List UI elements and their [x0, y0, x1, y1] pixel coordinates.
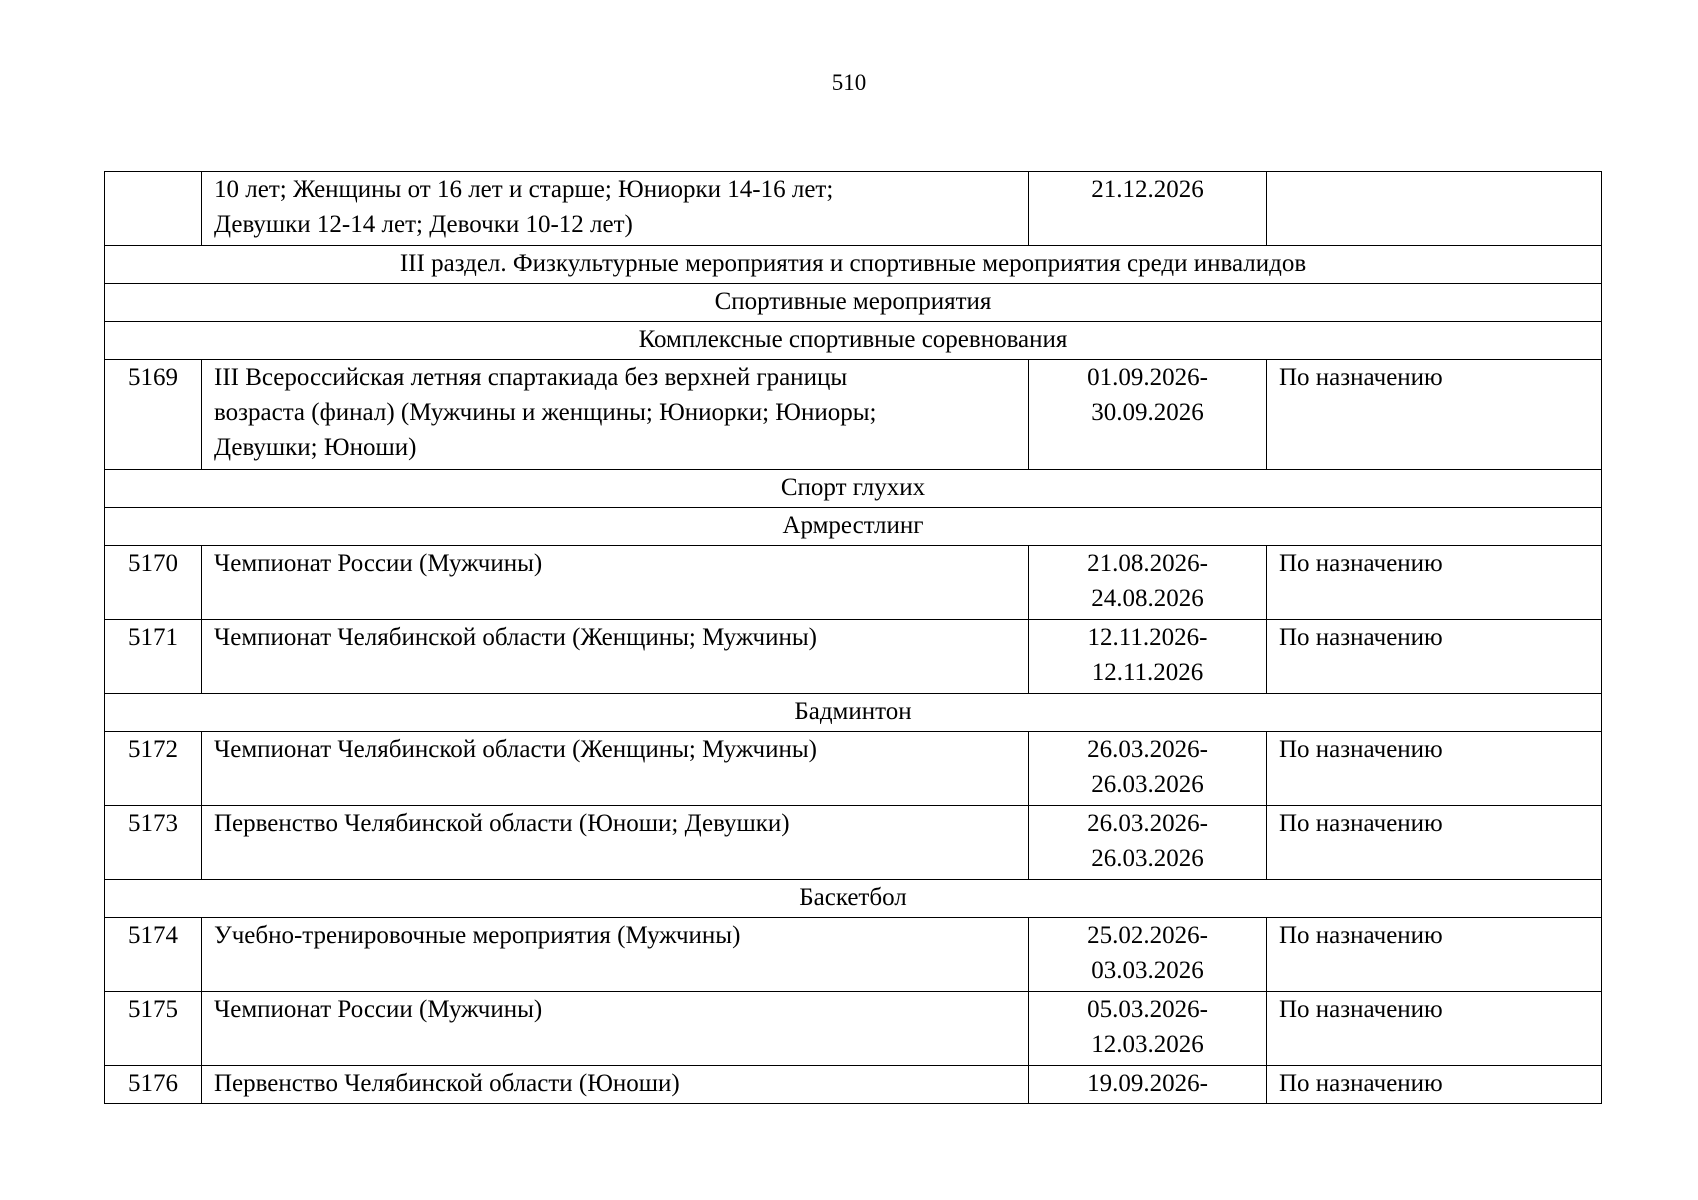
event-number: 5174 [105, 918, 202, 992]
event-name [202, 620, 1029, 694]
event-date-line: 21.12.2026 [1091, 176, 1204, 203]
event-name-line: Учебно-тренировочные мероприятия (Мужчины) [214, 922, 741, 949]
event-dates [1029, 360, 1267, 470]
event-dates [1029, 806, 1267, 880]
event-date-line: 30.09.2026 [1091, 399, 1204, 426]
event-number: 5171 [105, 620, 202, 694]
section-row [105, 694, 1602, 732]
event-dates [1029, 918, 1267, 992]
event-number [105, 172, 202, 246]
event-place: По назначению [1267, 992, 1602, 1066]
event-date-line: 26.03.2026 [1091, 845, 1204, 872]
event-name-line: Девушки 12-14 лет; Девочки 10-12 лет) [214, 211, 633, 238]
event-date-line: 12.11.2026- [1087, 624, 1208, 651]
event-date-line: 21.08.2026- [1087, 550, 1208, 577]
event-name-line: Первенство Челябинской области (Юноши) [214, 1070, 680, 1097]
section-title: Комплексные спортивные соревнования [105, 322, 1602, 360]
event-date-line: 05.03.2026- [1087, 996, 1208, 1023]
event-name [202, 360, 1029, 470]
event-date-line: 12.03.2026 [1091, 1031, 1204, 1058]
table-row [105, 360, 1602, 470]
section-row [105, 246, 1602, 284]
event-name [202, 918, 1029, 992]
section-title: Спортивные мероприятия [105, 284, 1602, 322]
event-number: 5172 [105, 732, 202, 806]
event-name-line: III Всероссийская летняя спартакиада без верхней границы [214, 364, 848, 391]
event-name [202, 992, 1029, 1066]
event-name-line: Чемпионат России (Мужчины) [214, 550, 543, 577]
event-place: По назначению [1267, 546, 1602, 620]
event-name-line: возраста (финал) (Мужчины и женщины; Юниорки; Юниоры; [214, 399, 877, 426]
section-row [105, 470, 1602, 508]
table-row [105, 918, 1602, 992]
event-place: По назначению [1267, 360, 1602, 470]
event-place: По назначению [1267, 806, 1602, 880]
event-date-line: 25.02.2026- [1087, 922, 1208, 949]
event-name-line: 10 лет; Женщины от 16 лет и старше; Юниорки 14-16 лет; [214, 176, 834, 203]
event-name-line: Первенство Челябинской области (Юноши; Девушки) [214, 810, 790, 837]
event-number: 5169 [105, 360, 202, 470]
section-title: Армрестлинг [105, 508, 1602, 546]
event-date-line: 01.09.2026- [1087, 364, 1208, 391]
event-name [202, 806, 1029, 880]
event-date-line: 26.03.2026- [1087, 736, 1208, 763]
event-place: По назначению [1267, 620, 1602, 694]
section-row [105, 322, 1602, 360]
event-date-line: 03.03.2026 [1091, 957, 1204, 984]
section-title: III раздел. Физкультурные мероприятия и спортивные мероприятия среди инвалидов [105, 246, 1602, 284]
event-name [202, 172, 1029, 246]
event-place: По назначению [1267, 732, 1602, 806]
event-date-line: 19.09.2026- [1087, 1070, 1208, 1097]
event-number: 5173 [105, 806, 202, 880]
table-row [105, 732, 1602, 806]
event-number: 5170 [105, 546, 202, 620]
section-title: Бадминтон [105, 694, 1602, 732]
event-name-line: Девушки; Юноши) [214, 434, 417, 461]
event-dates [1029, 546, 1267, 620]
table-row [105, 546, 1602, 620]
section-row [105, 284, 1602, 322]
event-date-line: 26.03.2026 [1091, 771, 1204, 798]
section-row [105, 880, 1602, 918]
event-dates [1029, 620, 1267, 694]
table-row [105, 172, 1602, 246]
event-number: 5175 [105, 992, 202, 1066]
event-place: По назначению [1267, 918, 1602, 992]
section-title: Баскетбол [105, 880, 1602, 918]
event-name-line: Чемпионат Челябинской области (Женщины; Мужчины) [214, 736, 817, 763]
event-dates [1029, 992, 1267, 1066]
events-table [104, 171, 1602, 1104]
event-number: 5176 [105, 1066, 202, 1104]
event-dates [1029, 732, 1267, 806]
event-date-line: 12.11.2026 [1091, 659, 1204, 686]
section-title: Спорт глухих [105, 470, 1602, 508]
event-date-line: 26.03.2026- [1087, 810, 1208, 837]
event-name-line: Чемпионат Челябинской области (Женщины; Мужчины) [214, 624, 817, 651]
table-row [105, 1066, 1602, 1104]
event-dates [1029, 172, 1267, 246]
event-name-line: Чемпионат России (Мужчины) [214, 996, 543, 1023]
page-number: 510 [831, 70, 867, 95]
event-place [1267, 172, 1602, 246]
table-row [105, 620, 1602, 694]
event-date-line: 24.08.2026 [1091, 585, 1204, 612]
table-row [105, 992, 1602, 1066]
table-row [105, 806, 1602, 880]
event-name [202, 546, 1029, 620]
event-name [202, 1066, 1029, 1104]
event-name [202, 732, 1029, 806]
event-dates [1029, 1066, 1267, 1104]
section-row [105, 508, 1602, 546]
event-place: По назначению [1267, 1066, 1602, 1104]
